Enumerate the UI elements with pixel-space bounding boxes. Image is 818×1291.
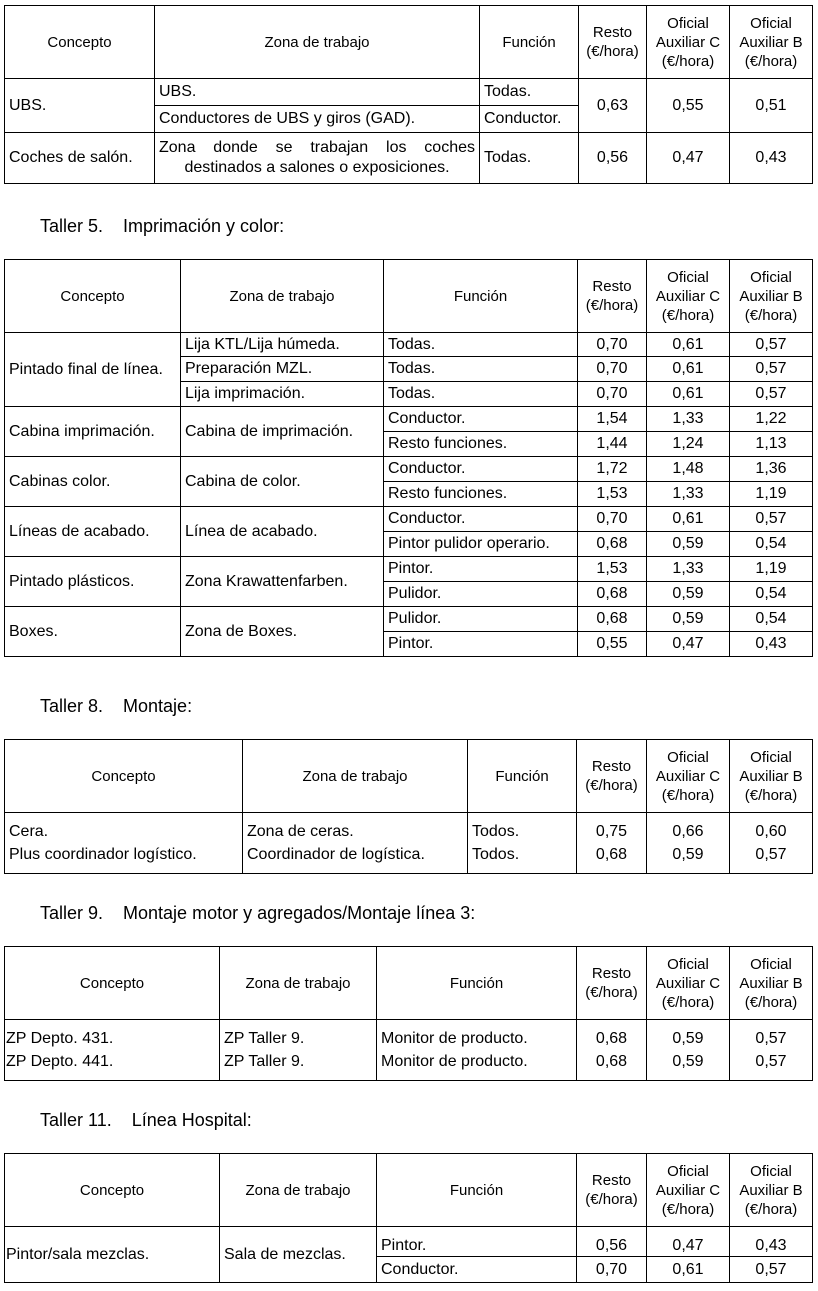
- header-resto: Resto (€/hora): [577, 947, 647, 1020]
- table-cell: Lija KTL/Lija húmeda.: [181, 333, 384, 357]
- table-cell: 1,19: [730, 482, 813, 507]
- table-cell: 0,54: [730, 607, 813, 632]
- header-aux-c: Oficial Auxiliar C (€/hora): [647, 947, 730, 1020]
- table-cell: 0,43: [730, 133, 813, 184]
- table-cell: Sala de mezclas.: [220, 1227, 377, 1283]
- table-cell: Conductor.: [480, 106, 579, 133]
- table-cell: Pintor/sala mezclas.: [5, 1227, 220, 1283]
- header-aux-b: Oficial Auxiliar B (€/hora): [730, 740, 813, 813]
- table-cell: Zona Krawattenfarben.: [181, 557, 384, 607]
- table-top: [4, 5, 813, 184]
- table-taller11: [4, 1153, 813, 1283]
- table-cell: 1,53: [578, 557, 647, 582]
- header-concepto: Concepto: [5, 1154, 220, 1227]
- table-cell: 0,59: [647, 842, 730, 874]
- table-cell: 0,57: [730, 1257, 813, 1283]
- header-aux-c: Oficial Auxiliar C (€/hora): [647, 1154, 730, 1227]
- table-cell: Cabina de imprimación.: [181, 407, 384, 457]
- header-aux-b: Oficial Auxiliar B (€/hora): [730, 260, 813, 333]
- table-cell: 0,75: [577, 813, 647, 842]
- table-cell: 0,55: [647, 79, 730, 133]
- table-cell: Conductores de UBS y giros (GAD).: [155, 106, 480, 133]
- header-concepto: Concepto: [5, 740, 243, 813]
- table-cell: ZP Taller 9.: [220, 1049, 377, 1081]
- header-aux-c: Oficial Auxiliar C (€/hora): [647, 260, 730, 333]
- table-cell: 0,66: [647, 813, 730, 842]
- table-cell: Pulidor.: [384, 582, 578, 607]
- table-cell: 0,59: [647, 532, 730, 557]
- table-cell: Boxes.: [5, 607, 181, 657]
- table-cell: 0,54: [730, 532, 813, 557]
- table-cell: 0,59: [647, 607, 730, 632]
- table-cell: 0,68: [577, 1049, 647, 1081]
- table-cell: Pintor.: [377, 1227, 577, 1257]
- table-cell: 0,68: [577, 1020, 647, 1049]
- table-cell: 1,36: [730, 457, 813, 482]
- table-cell: 1,22: [730, 407, 813, 432]
- section-title-taller9: Taller 9. Montaje motor y agregados/Montaje línea 3:: [40, 903, 476, 923]
- header-zona: Zona de trabajo: [220, 947, 377, 1020]
- header-funcion: Función: [468, 740, 577, 813]
- table-cell: 0,56: [579, 133, 647, 184]
- table-cell: Pintado plásticos.: [5, 557, 181, 607]
- table-cell: 0,57: [730, 507, 813, 532]
- table-cell: Resto funciones.: [384, 432, 578, 457]
- table-cell: Líneas de acabado.: [5, 507, 181, 557]
- table-cell: Pintor.: [384, 557, 578, 582]
- table-cell: Todas.: [384, 382, 578, 407]
- table-cell: 1,72: [578, 457, 647, 482]
- table-cell: 1,44: [578, 432, 647, 457]
- table-cell: Conductor.: [384, 407, 578, 432]
- header-aux-b: Oficial Auxiliar B (€/hora): [730, 947, 813, 1020]
- table-cell: 0,61: [647, 382, 730, 407]
- table-cell: 0,57: [730, 842, 813, 874]
- table-cell: 1,24: [647, 432, 730, 457]
- table-cell: Conductor.: [384, 507, 578, 532]
- table-cell: Monitor de producto.: [377, 1049, 577, 1081]
- table-cell: 0,55: [578, 632, 647, 657]
- table-cell: 0,57: [730, 1020, 813, 1049]
- table-cell: 1,33: [647, 407, 730, 432]
- table-cell: 0,70: [578, 357, 647, 382]
- table-cell: 0,70: [578, 333, 647, 357]
- table-cell: 0,68: [578, 532, 647, 557]
- table-cell: Cabina de color.: [181, 457, 384, 507]
- section-title-taller5: Taller 5. Imprimación y color:: [40, 216, 285, 236]
- table-cell: Pintado final de línea.: [5, 333, 181, 407]
- table-cell: 0,47: [647, 133, 730, 184]
- table-cell: UBS.: [155, 79, 480, 106]
- table-taller8: [4, 739, 813, 874]
- table-cell: 0,59: [647, 1020, 730, 1049]
- table-cell: 1,33: [647, 482, 730, 507]
- table-cell: Zona donde se trabajan los coches destinados a salones o exposiciones.: [155, 133, 480, 184]
- table-cell: 0,57: [730, 382, 813, 407]
- table-cell: Todas.: [480, 79, 579, 106]
- table-cell: Plus coordinador logístico.: [5, 842, 243, 874]
- header-zona: Zona de trabajo: [155, 6, 480, 79]
- table-cell: Lija imprimación.: [181, 382, 384, 407]
- table-cell: Todos.: [468, 842, 577, 874]
- table-cell: 1,54: [578, 407, 647, 432]
- table-cell: 0,59: [647, 582, 730, 607]
- table-cell: Pintor.: [384, 632, 578, 657]
- table-cell: 1,53: [578, 482, 647, 507]
- header-funcion: Función: [377, 1154, 577, 1227]
- header-concepto: Concepto: [5, 947, 220, 1020]
- table-cell: 0,61: [647, 507, 730, 532]
- table-cell: Pulidor.: [384, 607, 578, 632]
- table-cell: 0,61: [647, 1257, 730, 1283]
- table-cell: Todas.: [480, 133, 579, 184]
- header-funcion: Función: [480, 6, 579, 79]
- header-concepto: Concepto: [5, 6, 155, 79]
- table-cell: Monitor de producto.: [377, 1020, 577, 1049]
- table-cell: 1,19: [730, 557, 813, 582]
- table-cell: 0,68: [578, 607, 647, 632]
- section-title-taller8: Taller 8. Montaje:: [40, 696, 193, 716]
- table-cell: 0,43: [730, 1227, 813, 1257]
- header-concepto: Concepto: [5, 260, 181, 333]
- table-cell: Cabina imprimación.: [5, 407, 181, 457]
- table-cell: Conductor.: [384, 457, 578, 482]
- table-cell: 0,54: [730, 582, 813, 607]
- table-cell: 0,59: [647, 1049, 730, 1081]
- table-cell: 1,48: [647, 457, 730, 482]
- table-taller9: [4, 946, 813, 1081]
- table-cell: ZP Depto. 431.: [5, 1020, 220, 1049]
- table-cell: 0,57: [730, 357, 813, 382]
- table-cell: 0,43: [730, 632, 813, 657]
- header-aux-b: Oficial Auxiliar B (€/hora): [730, 6, 813, 79]
- table-cell: Todas.: [384, 333, 578, 357]
- table-cell: Preparación MZL.: [181, 357, 384, 382]
- table-cell: Línea de acabado.: [181, 507, 384, 557]
- table-cell: Conductor.: [377, 1257, 577, 1283]
- table-cell: 0,51: [730, 79, 813, 133]
- table-cell: Zona de Boxes.: [181, 607, 384, 657]
- section-title-taller11: Taller 11. Línea Hospital:: [40, 1110, 252, 1130]
- table-cell: Todas.: [384, 357, 578, 382]
- header-funcion: Función: [384, 260, 578, 333]
- table-cell: 0,70: [578, 507, 647, 532]
- table-cell: 0,68: [578, 582, 647, 607]
- table-cell: Pintor pulidor operario.: [384, 532, 578, 557]
- table-cell: 0,61: [647, 333, 730, 357]
- table-cell: 0,70: [578, 382, 647, 407]
- table-cell: 0,57: [730, 1049, 813, 1081]
- table-cell: Coches de salón.: [5, 133, 155, 184]
- table-cell: ZP Taller 9.: [220, 1020, 377, 1049]
- table-cell: 0,47: [647, 1227, 730, 1257]
- header-resto: Resto (€/hora): [578, 260, 647, 333]
- header-aux-b: Oficial Auxiliar B (€/hora): [730, 1154, 813, 1227]
- table-taller5: [4, 259, 813, 657]
- table-cell: 0,63: [579, 79, 647, 133]
- header-zona: Zona de trabajo: [220, 1154, 377, 1227]
- table-cell: Coordinador de logística.: [243, 842, 468, 874]
- table-cell: 0,57: [730, 333, 813, 357]
- table-cell: Zona de ceras.: [243, 813, 468, 842]
- header-zona: Zona de trabajo: [243, 740, 468, 813]
- header-funcion: Función: [377, 947, 577, 1020]
- table-cell: UBS.: [5, 79, 155, 133]
- table-cell: 1,13: [730, 432, 813, 457]
- table-cell: Todos.: [468, 813, 577, 842]
- table-cell: Cera.: [5, 813, 243, 842]
- header-aux-c: Oficial Auxiliar C (€/hora): [647, 6, 730, 79]
- table-cell: ZP Depto. 441.: [5, 1049, 220, 1081]
- table-cell: 0,70: [577, 1257, 647, 1283]
- table-cell: 0,56: [577, 1227, 647, 1257]
- header-aux-c: Oficial Auxiliar C (€/hora): [647, 740, 730, 813]
- header-resto: Resto (€/hora): [577, 740, 647, 813]
- table-cell: 0,68: [577, 842, 647, 874]
- table-cell: 0,60: [730, 813, 813, 842]
- header-resto: Resto (€/hora): [577, 1154, 647, 1227]
- table-cell: Resto funciones.: [384, 482, 578, 507]
- table-cell: Cabinas color.: [5, 457, 181, 507]
- table-cell: 1,33: [647, 557, 730, 582]
- header-resto: Resto (€/hora): [579, 6, 647, 79]
- header-zona: Zona de trabajo: [181, 260, 384, 333]
- table-cell: 0,47: [647, 632, 730, 657]
- table-cell: 0,61: [647, 357, 730, 382]
